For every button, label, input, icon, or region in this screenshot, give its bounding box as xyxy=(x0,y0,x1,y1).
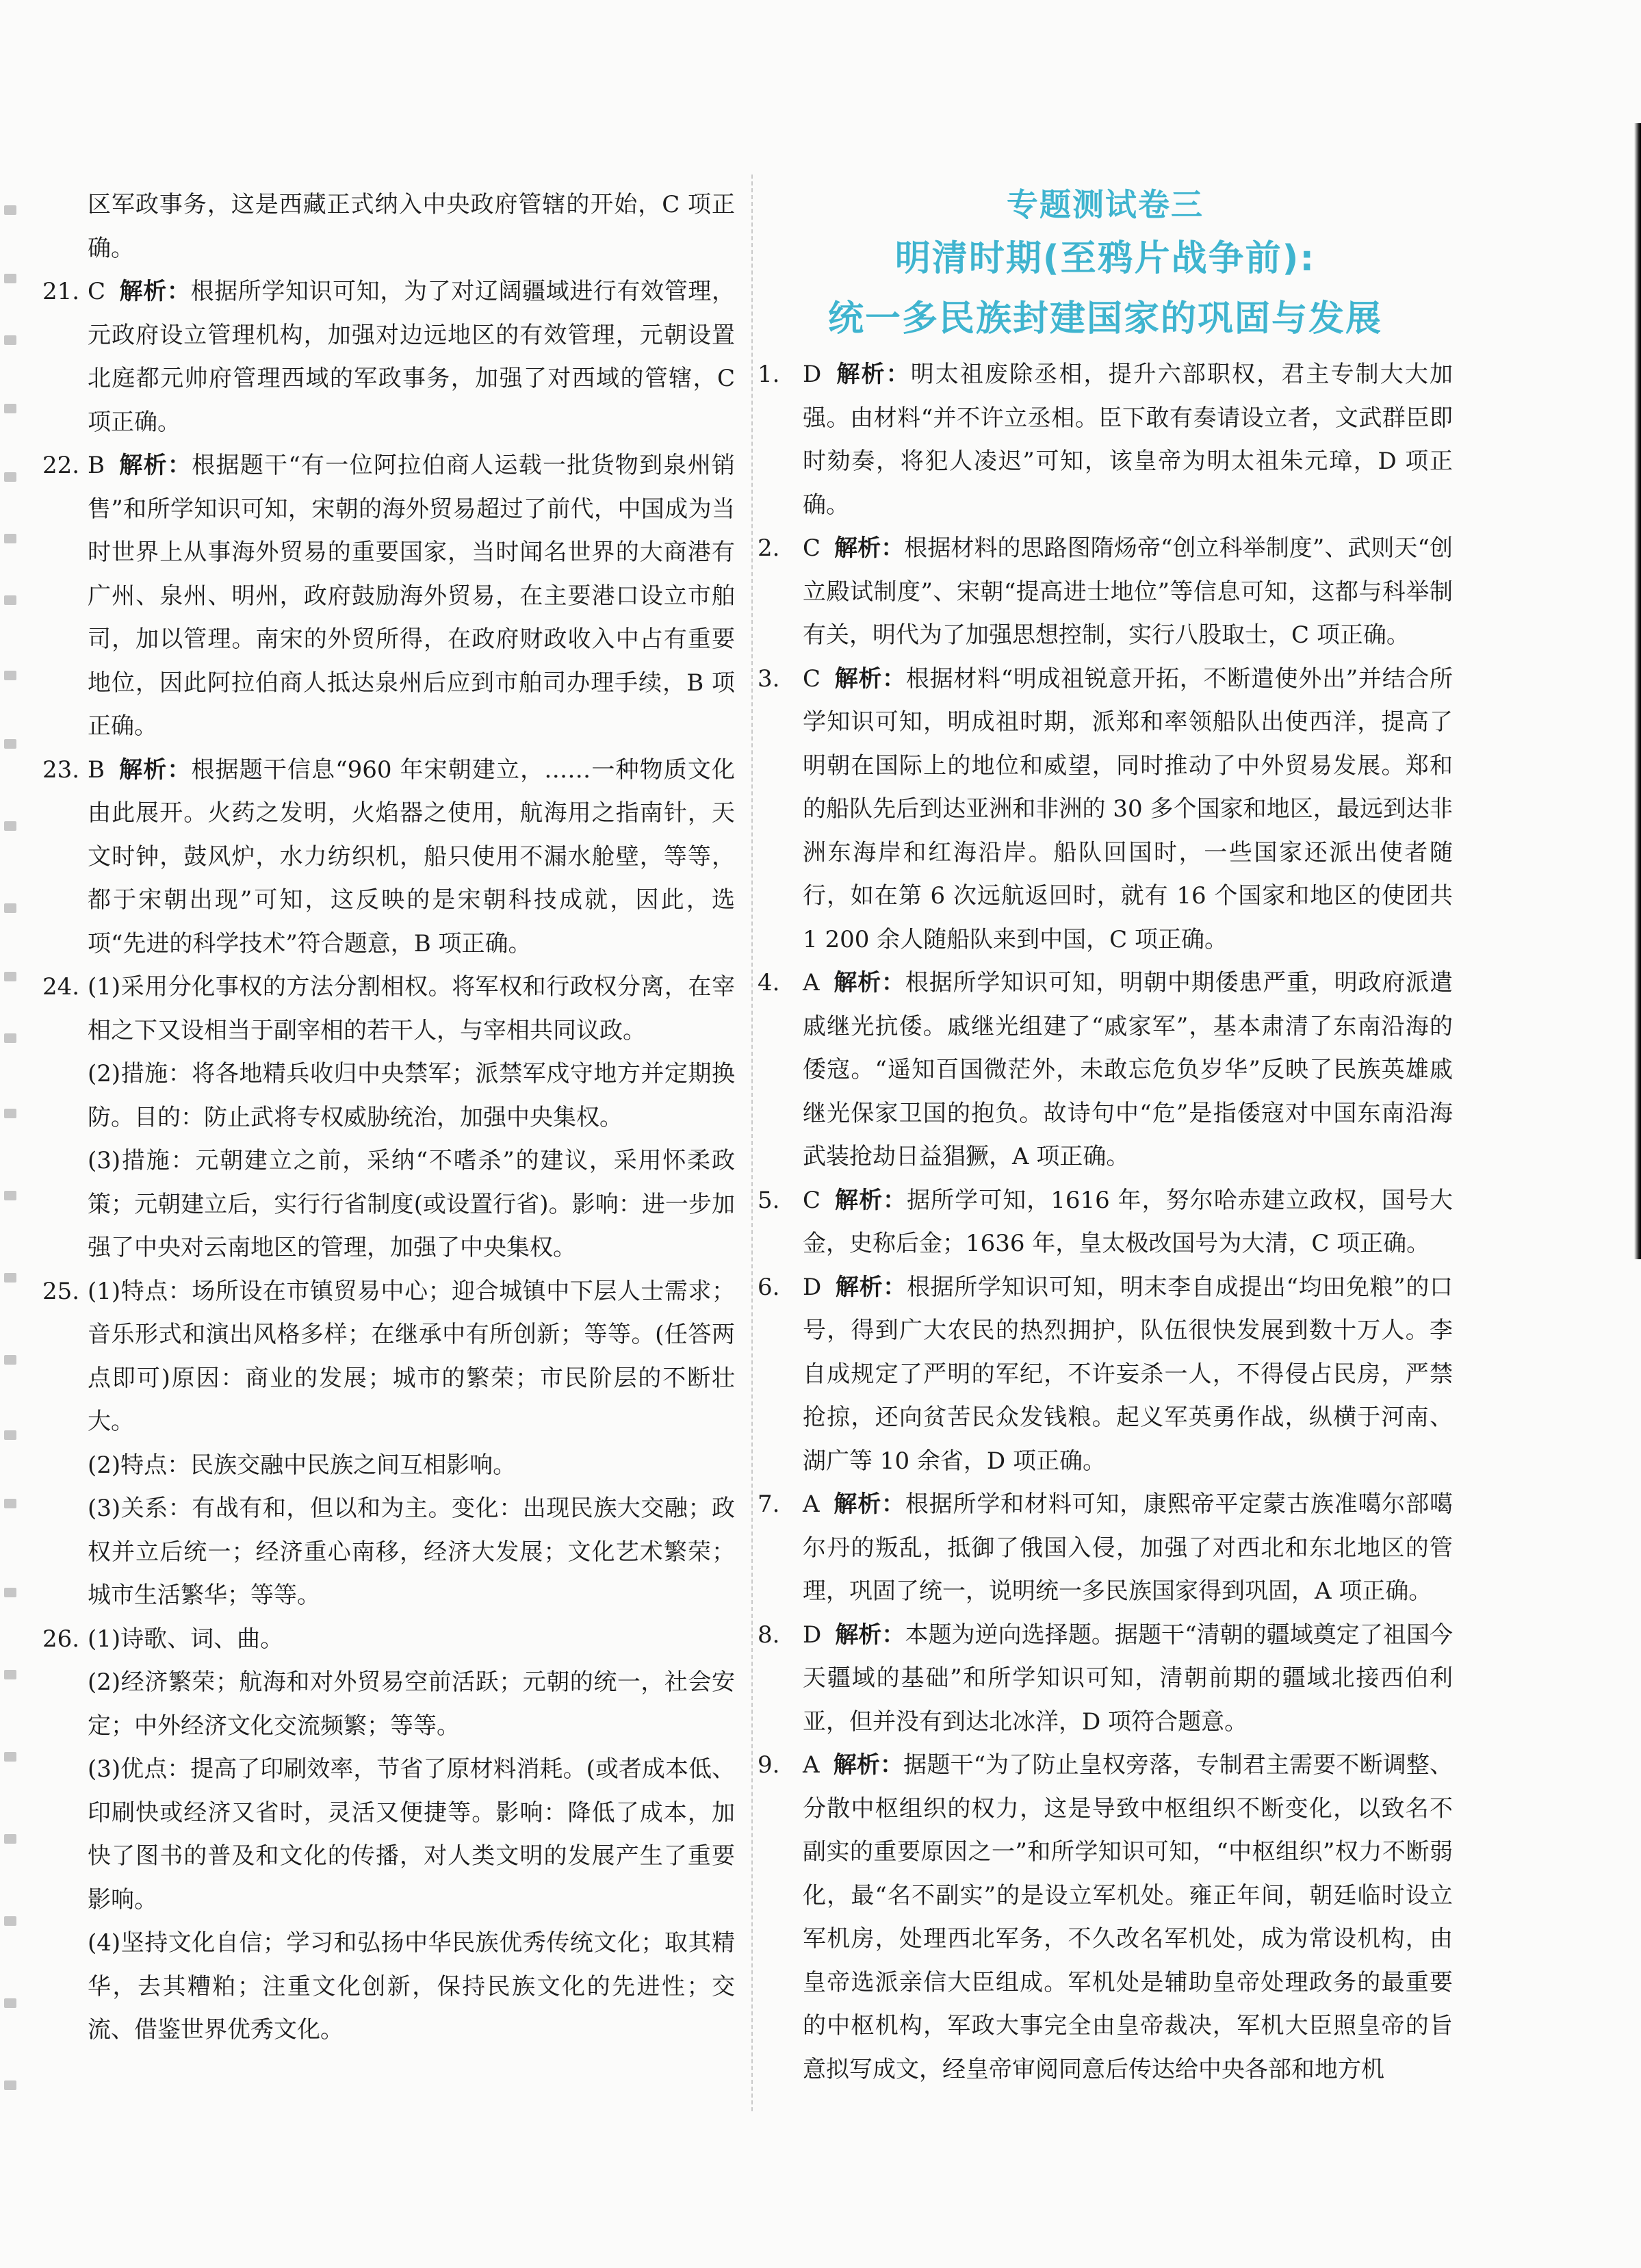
edge-mark xyxy=(4,1752,16,1762)
answer-25-part-3: (3)关系：有战有和，但以和为主。变化：出现民族大交融；政权并立后统一；经济重心南移，经济大发展；文化艺术繁荣；城市生活繁华；等等。 xyxy=(88,1495,735,1609)
answer-26-part-3: (3)优点：提高了印刷效率，节省了原材料消耗。(或者成本低、印刷快或经济又省时，灵活又便捷等。影响：降低了成本，加快了图书的普及和文化的传播，对人类文明的发展产生了重要影响。 xyxy=(88,1755,735,1913)
edge-mark xyxy=(4,1430,16,1440)
edge-mark xyxy=(4,534,16,543)
edge-mark xyxy=(4,1998,16,2008)
answer-24-part-2: (2)措施：将各地精兵收归中央禁军；派禁军戍守地方并定期换防。目的：防止武将专权威胁统治，加强中央集权。 xyxy=(88,1060,735,1131)
edge-mark xyxy=(4,1834,16,1844)
answer-item-23: 23. B 解析：根据题干信息“960 年宋朝建立，……一种物质文化由此展开。火药之发明，火焰器之使用，航海用之指南针，天文时钟，鼓风炉，水力纺织机，船只使用不漏水舱壁，等等，都于宋朝出现”可知，这反映的是宋朝科技成就，因此，选项“先进的科学技术”符合题意，B 项正确。 xyxy=(42,756,735,957)
edge-mark xyxy=(4,472,16,482)
edge-mark xyxy=(4,1355,16,1365)
edge-mark xyxy=(4,1670,16,1679)
answer-item-3: 3. C 解析：根据材料“明成祖锐意开拓，不断遣使外出”并结合所学知识可知，明成祖时期，派郑和率领船队出使西洋，提高了明朝在国际上的地位和威望，同时推动了中外贸易发展。郑和的船队先后到达亚洲和非洲的 30 多个国家和地区，最远到达非洲东海岸和红海沿岸。船队回国时，一些国家还派出使者随行，如在第 6 次远航返回时，就有 16 个国家和地区的使团共 1 200 余人随船队来到中国，C 项正确。 xyxy=(758,665,1453,953)
edge-mark xyxy=(4,1499,16,1508)
answer-item-4: 4. A 解析：根据所学知识可知，明朝中期倭患严重，明政府派遣戚继光抗倭。戚继光组建了“戚家军”，基本肃清了东南沿海的倭寇。“遥知百国微茫外，未敢忘危负岁华”反映了民族英雄戚继光保家卫国的抱负。故诗句中“危”是指倭寇对中国东南沿海武装抢劫日益猖獗，A 项正确。 xyxy=(758,969,1453,1170)
edge-mark xyxy=(4,274,16,283)
answer-item-8: 8. D 解析：本题为逆向选择题。据题干“清朝的疆域奠定了祖国今天疆域的基础”和所学知识可知，清朝前期的疆域北接西伯利亚，但并没有到达北冰洋，D 项符合题意。 xyxy=(758,1621,1453,1736)
answer-item-6: 6. D 解析：根据所学知识可知，明末李自成提出“均田免粮”的口号，得到广大农民的热烈拥护，队伍很快发展到数十万人。李自成规定了严明的军纪，不许妄杀一人，不得侵占民房，严禁抢掠，还向贫苦民众发钱粮。起义军英勇作战，纵横于河南、湖广等 10 余省，D 项正确。 xyxy=(758,1273,1453,1475)
edge-mark xyxy=(4,821,16,831)
answer-item-7: 7. A 解析：根据所学和材料可知，康熙帝平定蒙古族准噶尔部噶尔丹的叛乱，抵御了俄国入侵，加强了对西北和东北地区的管理，巩固了统一，说明统一多民族国家得到巩固，A 项正确。 xyxy=(758,1491,1453,1605)
answer-25-part-2: (2)特点：民族交融中民族之间互相影响。 xyxy=(88,1451,517,1479)
edge-mark xyxy=(4,1916,16,1926)
answer-26-part-4: (4)坚持文化自信；学习和弘扬中华民族优秀传统文化；取其精华，去其糟粕；注重文化创新，保持民族文化的先进性；交流、借鉴世界优秀文化。 xyxy=(88,1929,735,2044)
answer-item-9: 9. A 解析：据题干“为了防止皇权旁落，专制君主需要不断调整、分散中枢组织的权力，这是导致中枢组织不断变化，以致名不副实的重要原因之一”和所学知识可知，“中枢组织”权力不断弱化，最“名不副实”的是设立军机处。雍正年间，朝廷临时设立军机房，处理西北军务，不久改名军机处，成为常设机构，由皇帝选派亲信大臣组成。军机处是辅助皇帝处理政务的最重要的中枢机构，军政大事完全由皇帝裁决，军机大臣照皇帝的旨意拟写成文，经皇帝审阅同意后传达给中央各部和地方机 xyxy=(758,1751,1453,2083)
edge-mark xyxy=(4,1109,16,1118)
edge-mark xyxy=(4,1033,16,1043)
answer-item-5: 5. C 解析：据所学可知，1616 年，努尔哈赤建立政权，国号大金，史称后金；1636 年，皇太极改国号为大清，C 项正确。 xyxy=(758,1186,1453,1257)
answer-item-25: 25. (1)特点：场所设在市镇贸易中心；迎合城镇中下层人士需求；音乐形式和演出风格多样；在继承中有所创新；等等。(任答两点即可)原因：商业的发展；城市的繁荣；市民阶层的不断壮大。 xyxy=(42,1277,735,1435)
answer-24-part-3: (3)措施：元朝建立之前，采纳“不嗜杀”的建议，采用怀柔政策；元朝建立后，实行行省制度(或设置行省)。影响：进一步加强了中央对云南地区的管理，加强了中央集权。 xyxy=(88,1147,735,1261)
edge-mark xyxy=(4,739,16,749)
right-column xyxy=(758,183,1453,2091)
edge-mark xyxy=(4,335,16,345)
edge-mark xyxy=(4,1191,16,1200)
edge-mark xyxy=(4,903,16,913)
binding-edge-marks xyxy=(0,178,23,2163)
edge-mark xyxy=(4,1588,16,1597)
column-divider xyxy=(751,175,753,2111)
edge-mark xyxy=(4,404,16,413)
answer-item-22: 22. B 解析：根据题干“有一位阿拉伯商人运载一批货物到泉州销售”和所学知识可知，宋朝的海外贸易超过了前代，中国成为当时世界上从事海外贸易的重要国家，当时闻名世界的大商港有广州、泉州、明州，政府鼓励海外贸易，在主要港口设立市舶司，加以管理。南宋的外贸所得，在政府财政收入中占有重要地位，因此阿拉伯商人抵达泉州后应到市舶司办理手续，B 项正确。 xyxy=(42,452,735,740)
test-title-line-2: 明清时期(至鸦片战争前): xyxy=(894,238,1316,279)
answer-26-part-2: (2)经济繁荣；航海和对外贸易空前活跃；元朝的统一，社会安定；中外经济文化交流频繁；等等。 xyxy=(88,1668,735,1740)
answer-item-24: 24. (1)采用分化事权的方法分割相权。将军权和行政权分离，在宰相之下又设相当于副宰相的若干人，与宰相共同议政。 xyxy=(42,973,735,1044)
answer-item-21: 21. C 解析：根据所学知识可知，为了对辽阔疆域进行有效管理，元政府设立管理机构，加强对边远地区的有效管理，元朝设置北庭都元帅府管理西域的军政事务，加强了对西域的管辖，C 项正确。 xyxy=(42,278,736,436)
left-column xyxy=(42,183,735,2052)
edge-mark xyxy=(4,205,16,215)
answer-item-26: 26. (1)诗歌、词、曲。 xyxy=(42,1625,284,1653)
answer-item-2: 2. C 解析：根据材料的思路图隋炀帝“创立科举制度”、武则天“创立殿试制度”、宋朝“提高进士地位”等信息可知，这都与科举制有关，明代为了加强思想控制，实行八股取士，C 项正确。 xyxy=(758,534,1453,649)
test-title xyxy=(758,183,1453,346)
answer-item-1: 1. D 解析：明太祖废除丞相，提升六部职权，君主专制大大加强。由材料“并不许立丞相。臣下敢有奏请设立者，文武群臣即时劾奏，将犯人凌迟”可知，该皇帝为明太祖朱元璋，D 项正确。 xyxy=(758,361,1453,519)
intro-continuation: 区军政事务，这是西藏正式纳入中央政府管辖的开始，C 项正确。 xyxy=(88,191,735,262)
edge-mark xyxy=(4,2080,16,2090)
edge-mark xyxy=(4,972,16,981)
edge-mark xyxy=(4,671,16,680)
edge-mark xyxy=(4,595,16,605)
test-title-line-1: 专题测试卷三 xyxy=(1007,186,1204,223)
page-edge-shadow xyxy=(1634,123,1641,1259)
edge-mark xyxy=(4,1273,16,1283)
test-title-line-3: 统一多民族封建国家的巩固与发展 xyxy=(827,298,1382,339)
